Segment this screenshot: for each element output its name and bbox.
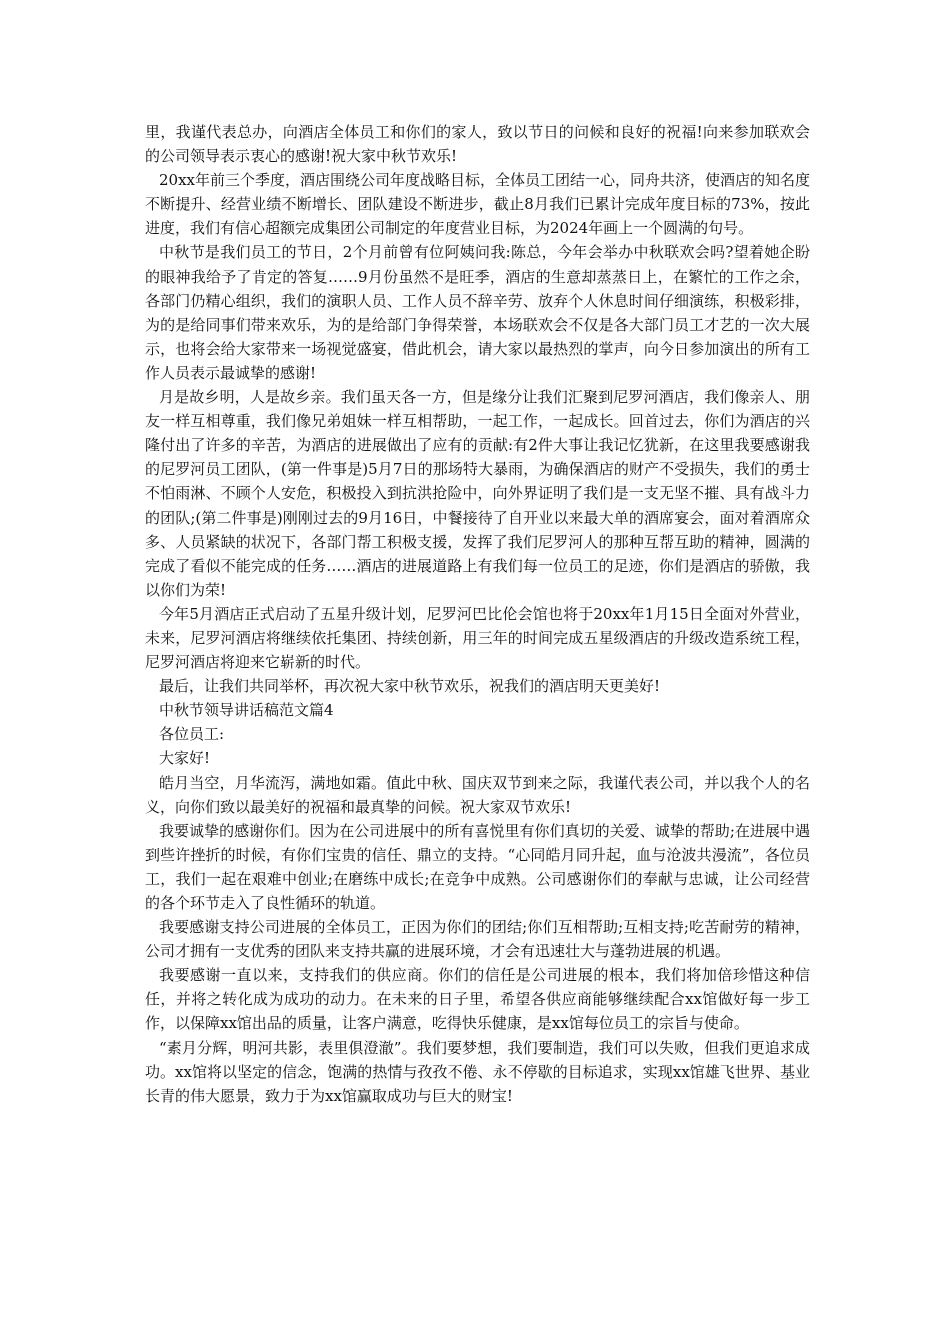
salutation: 各位员工:	[159, 725, 225, 744]
paragraph-performance: 20xx年前三个季度，酒店围绕公司年度战略目标，全体员工团结一心，同舟共济，使酒店的知名度不断提升、经营业绩不断增长、团队建设不断进步，截止8月我们已累计完成年度目标的73%，按此进度，我们有信心超额完成集团公司制定的年度营业目标，为2024年画上一个圆满的句号。	[145, 171, 811, 238]
paragraph-thanks-all-employees: 我要感谢支持公司进展的全体员工，正因为你们的团结;你们互相帮助;互相支持;吃苦耐劳的精神，公司才拥有一支优秀的团队来支持共赢的进展环境，才会有迅速壮大与蓬勃进展的机遇。	[145, 918, 810, 961]
paragraph-closing-toast: 最后，让我们共同举杯，再次祝大家中秋节欢乐，祝我们的酒店明天更美好!	[159, 677, 661, 696]
paragraph-greeting-continued: 里，我谨代表总办，向酒店全体员工和你们的家人，致以节日的问候和良好的祝福!向来参加联欢会的公司领导表示衷心的感谢!祝大家中秋节欢乐!	[145, 123, 810, 166]
paragraph-vision: “素月分辉，明河共影，表里俱澄澈”。我们要梦想，我们要制造，我们可以失败，但我们更追求成功。xx馆将以坚定的信念，饱满的热情与孜孜不倦、永不停歇的目标追求，实现xx馆雄飞世界、基业长青的伟大愿景，致力于为xx馆赢取成功与巨大的财宝!	[145, 1038, 810, 1105]
paragraph-mid-autumn-party: 中秋节是我们员工的节日，2个月前曾有位阿姨问我:陈总，今年会举办中秋联欢会吗?望着她企盼的眼神我给予了肯定的答复……9月份虽然不是旺季，酒店的生意却蒸蒸日上，在繁忙的工作之余，各部门仍精心组织，我们的演职人员、工作人员不辞辛劳、放弃个人休息时间仔细演练，积极彩排，为的是给同事们带来欢乐，为的是给部门争得荣誉，本场联欢会不仅是各大部门员工才艺的一次大展示，也将会给大家带来一场视觉盛宴，借此机会，请大家以最热烈的掌声，向今日参加演出的所有工作人员表示最诚挚的感谢!	[145, 243, 810, 382]
paragraph-thanks-suppliers: 我要感谢一直以来，支持我们的供应商。你们的信任是公司进展的根本，我们将加倍珍惜这种信任，并将之转化成为成功的动力。在未来的日子里，希望各供应商能够继续配合xx馆做好每一步工作，以保障xx馆出品的质量，让客户满意，吃得快乐健康，是xx馆每位员工的宗旨与使命。	[145, 966, 810, 1033]
greeting: 大家好!	[159, 749, 211, 768]
paragraph-team-thanks: 月是故乡明，人是故乡亲。我们虽天各一方，但是缘分让我们汇聚到尼罗河酒店，我们像亲人、朋友一样互相尊重，我们像兄弟姐妹一样互相帮助，一起工作，一起成长。回首过去，你们为酒店的兴隆付出了许多的辛苦，为酒店的进展做出了应有的贡献:有2件大事让我记忆犹新，在这里我要感谢我的尼罗河员工团队，(第一件事是)5月7日的那场特大暴雨，为确保酒店的财产不受损失，我们的勇士不怕雨淋、不顾个人安危，积极投入到抗洪抢险中，向外界证明了我们是一支无坚不摧、具有战斗力的团队;(第二件事是)刚刚过去的9月16日，中餐接待了自开业以来最大单的酒席宴会，面对着酒席众多、人员紧缺的状况下，各部门帮工积极支援，发挥了我们尼罗河人的那种互帮互助的精神，圆满的完成了看似不能完成的任务……酒店的进展道路上有我们每一位员工的足迹，你们是酒店的骄傲，我以你们为荣!	[145, 388, 810, 599]
paragraph-thanks-staff: 我要诚挚的感谢你们。因为在公司进展中的所有喜悦里有你们真切的关爱、诚挚的帮助;在进展中遇到些许挫折的时候，有你们宝贵的信任、鼎立的支持。“心同皓月同升起，血与沧波共漫流”，各位员工，我们一起在艰难中创业;在磨练中成长;在竞争中成熟。公司感谢你们的奉献与忠诚，让公司经营的各个环节走入了良性循环的轨道。	[145, 821, 810, 912]
section-heading: 中秋节领导讲话稿范文篇4	[159, 701, 334, 720]
paragraph-holiday-wishes: 皓月当空，月华流泻，满地如霜。值此中秋、国庆双节到来之际，我谨代表公司，并以我个人的名义，向你们致以最美好的祝福和最真挚的问候。祝大家双节欢乐!	[145, 773, 810, 816]
paragraph-five-star-plan: 今年5月酒店正式启动了五星升级计划，尼罗河巴比伦会馆也将于20xx年1月15日全面对外营业，未来，尼罗河酒店将继续依托集团、持续创新，用三年的时间完成五星级酒店的升级改造系统工程，尼罗河酒店将迎来它崭新的时代。	[145, 604, 810, 672]
document-body	[145, 120, 810, 1108]
